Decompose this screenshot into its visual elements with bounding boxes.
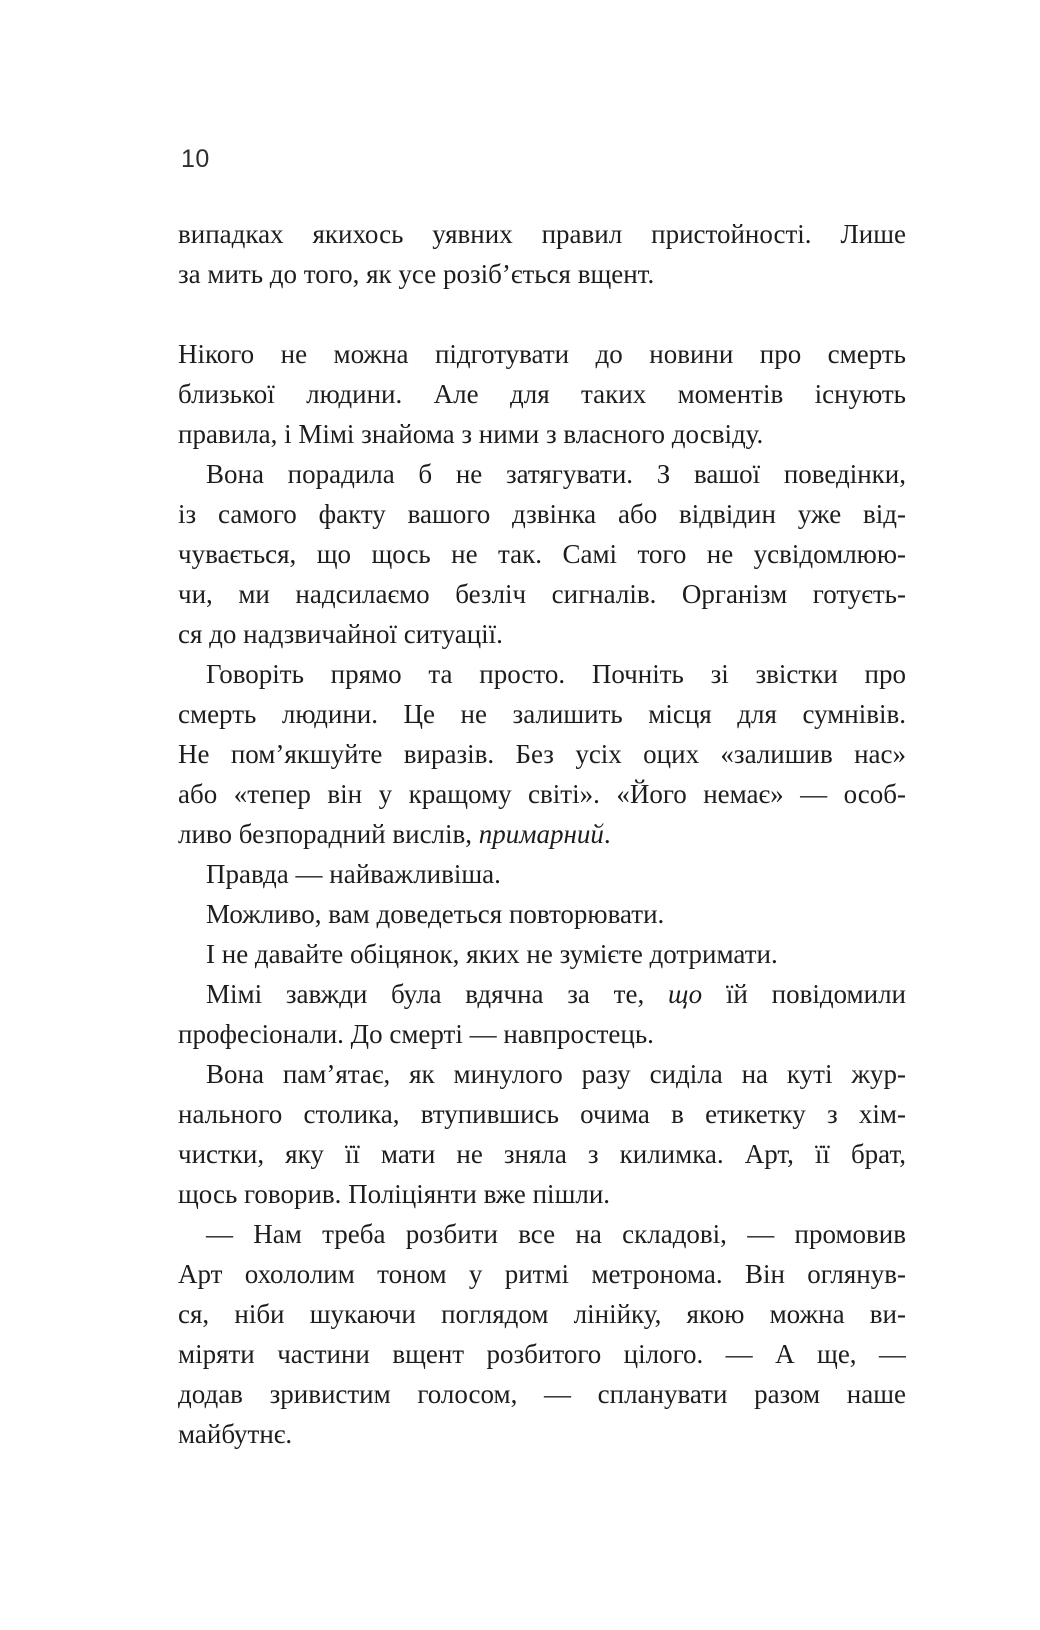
- text-line: або «тепер він у кращому світі». «Його немає» — особ-: [178, 779, 906, 809]
- text-line: чувається, що щось не так. Самі того не усвідомлюю-: [178, 539, 906, 569]
- text-line: за мить до того, як усе розіб’ється вщент.: [178, 259, 655, 289]
- text-line: Вона порадила б не затягувати. З вашої поведінки,: [206, 459, 906, 489]
- text-line: із самого факту вашого дзвінка або відвідин уже від-: [178, 499, 906, 529]
- text-line: Можливо, вам доведеться повторювати.: [206, 899, 665, 929]
- text-line: правила, і Мімі знайома з ними з власного досвіду.: [178, 419, 764, 449]
- text-line: чи, ми надсилаємо безліч сигналів. Організм готуєть-: [178, 579, 906, 609]
- text-segment: .: [603, 819, 611, 849]
- italic-text: примарний: [478, 819, 604, 849]
- text-line: Нікого не можна підготувати до новини про смерть: [178, 339, 906, 369]
- text-line: нального столика, втупившись очима в етикетку з хім-: [178, 1099, 906, 1129]
- text-line: І не давайте обіцянок, яких не зумієте дотримати.: [206, 939, 778, 969]
- text-line: — Нам треба розбити все на складові, — промовив: [206, 1219, 906, 1249]
- paragraph: [178, 1214, 906, 1454]
- text-line: міряти частини вщент розбитого цілого. — А ще, —: [178, 1339, 906, 1369]
- text-line: чистки, яку її мати не зняла з килимка. Арт, її брат,: [178, 1139, 906, 1169]
- text-line: додав зривистим голосом, — спланувати разом наше: [178, 1379, 906, 1409]
- text-line: Вона пам’ятає, як минулого разу сиділа на куті жур-: [206, 1059, 906, 1089]
- paragraph: [178, 1054, 906, 1214]
- text-line: близької людини. Але для таких моментів існують: [178, 379, 906, 409]
- paragraph: [178, 454, 906, 654]
- paragraph: [178, 894, 906, 934]
- text-line: ся, ніби шукаючи поглядом лінійку, якою можна ви-: [178, 1299, 906, 1329]
- paragraph: [178, 854, 906, 894]
- paragraph: [178, 334, 906, 454]
- text-line: [178, 974, 906, 1014]
- text-segment: їй повідомили: [702, 979, 906, 1009]
- paragraph: [178, 654, 906, 854]
- text-line: випадках якихось уявних правил пристойності. Лише: [178, 219, 906, 249]
- italic-text: що: [667, 979, 703, 1009]
- text-line: [178, 814, 906, 854]
- paragraph: [178, 214, 906, 294]
- text-line: майбутнє.: [178, 1419, 293, 1449]
- text-segment: Мімі завжди була вдячна за те,: [206, 979, 668, 1009]
- page-text-block: [178, 214, 906, 1454]
- paragraph: [178, 974, 906, 1054]
- text-line: професіонали. До смерті — навпростець.: [178, 1019, 654, 1049]
- paragraph: [178, 934, 906, 974]
- page-number: 10: [181, 145, 210, 173]
- text-line: ся до надзвичайної ситуації.: [178, 619, 503, 649]
- text-line: Не пом’якшуйте виразів. Без усіх оцих «залишив нас»: [178, 739, 906, 769]
- text-line: смерть людини. Це не залишить місця для сумнівів.: [178, 699, 906, 729]
- text-segment: ливо безпорадний вислів,: [178, 819, 479, 849]
- text-line: Говоріть прямо та просто. Почніть зі звістки про: [206, 659, 906, 689]
- text-line: щось говорив. Поліціянти вже пішли.: [178, 1179, 611, 1209]
- text-line: Арт охололим тоном у ритмі метронома. Він оглянув-: [178, 1259, 906, 1289]
- text-line: Правда — найважливіша.: [206, 859, 501, 889]
